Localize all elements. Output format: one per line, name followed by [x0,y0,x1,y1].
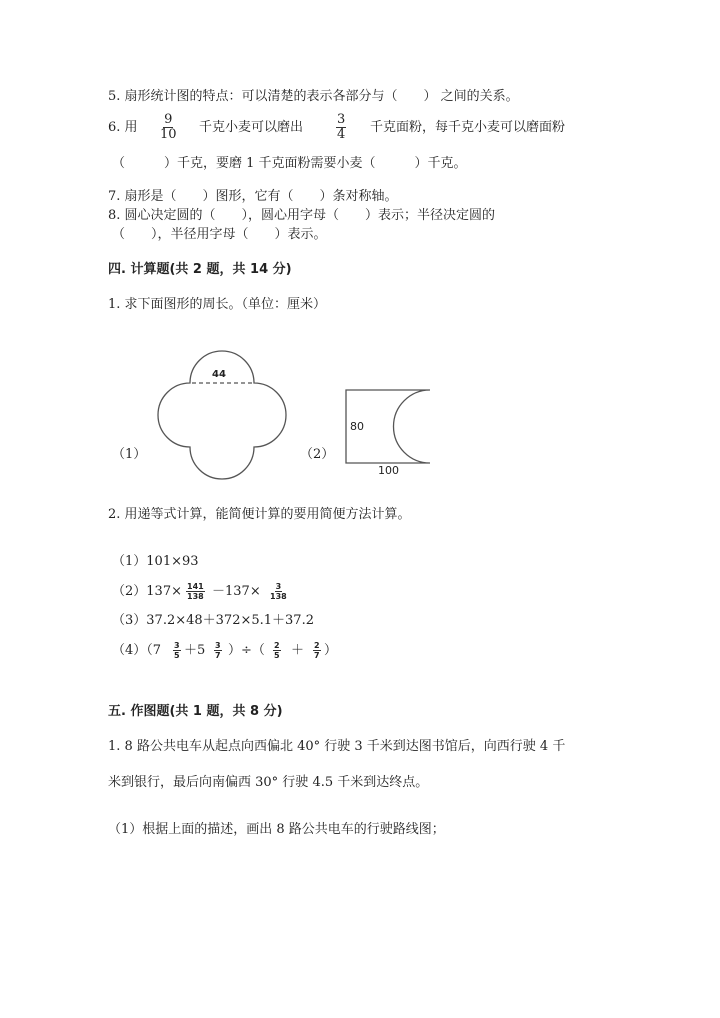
section-4-heading: 四. 计算题(共 2 题，共 14 分) [108,262,292,277]
fraction-3-7 [214,641,222,660]
question-7: 7. 扇形是（ ）图形，它有（ ）条对称轴。 [108,189,398,204]
expression-4-part-d: ＋ [291,643,305,658]
numerator: 2 [274,641,280,650]
question-6-part-c: 千克面粉，每千克小麦可以磨面粉 [370,120,566,135]
expression-2-part-a: （2）137× [112,584,182,599]
expression-4-part-c: ）÷（ [228,643,265,658]
question-8-line-1: 8. 圆心决定圆的（ ），圆心用字母（ ）表示；半径决定圆的 [108,208,496,223]
drawing-question-part-1: （1）根据上面的描述，画出 8 路公共电车的行驶路线图； [108,822,445,837]
numerator: 9 [164,112,173,127]
denominator: 138 [270,592,287,601]
expression-4-part-a: （4）（7 [112,643,162,658]
numerator: 141 [187,582,204,591]
denominator: 10 [160,127,177,142]
expression-3: （3）37.2×48＋372×5.1＋37.2 [112,613,314,628]
drawing-question-line-1: 1. 8 路公共电车从起点向西偏北 40° 行驶 3 千米到达图书馆后，向西行驶 4 千 [108,739,566,754]
question-6-part-a: 6. 用 [108,120,138,135]
fraction-3-5 [173,641,181,660]
expression-4-part-b: ＋5 [184,643,206,658]
question-6-part-b: 千克小麦可以磨出 [199,120,304,135]
denominator: 7 [314,651,320,660]
fraction-141-138 [186,582,205,601]
question-5: 5. 扇形统计图的特点：可以清楚的表示各部分与（ ） 之间的关系。 [108,89,519,104]
figure-2-label: （2） [300,447,335,462]
calc-question-1: 1. 求下面图形的周长。（单位：厘米） [108,297,327,312]
expression-4-part-e: ） [324,643,338,658]
denominator: 7 [215,651,221,660]
fraction-2-7 [313,641,321,660]
fraction-3-138 [270,582,287,601]
figure-1-label: （1） [112,447,147,462]
numerator: 3 [215,641,221,650]
calc-question-2: 2. 用递等式计算，能简便计算的要用简便方法计算。 [108,507,411,522]
denominator: 4 [337,127,346,142]
drawing-question-line-2: 米到银行，最后向南偏西 30° 行驶 4.5 千米到达终点。 [108,775,429,790]
numerator: 3 [275,582,282,591]
numerator: 3 [174,641,180,650]
section-5-heading: 五. 作图题(共 1 题，共 8 分) [108,704,283,719]
figure-1-dimension: 44 [212,369,226,380]
expression-2-part-b: －137× [212,584,261,599]
denominator: 138 [187,592,204,601]
question-6-line-2: （ ）千克，要磨 1 千克面粉需要小麦（ ）千克。 [112,156,467,171]
numerator: 3 [337,112,346,127]
numerator: 2 [314,641,320,650]
figure-2-width: 100 [378,464,399,477]
fraction-2-5 [273,641,281,660]
expression-1: （1）101×93 [112,554,199,569]
denominator: 5 [274,651,280,660]
figure-2-height: 80 [350,420,364,433]
denominator: 5 [174,651,180,660]
question-8-line-2: （ ），半径用字母（ ）表示。 [112,227,327,242]
